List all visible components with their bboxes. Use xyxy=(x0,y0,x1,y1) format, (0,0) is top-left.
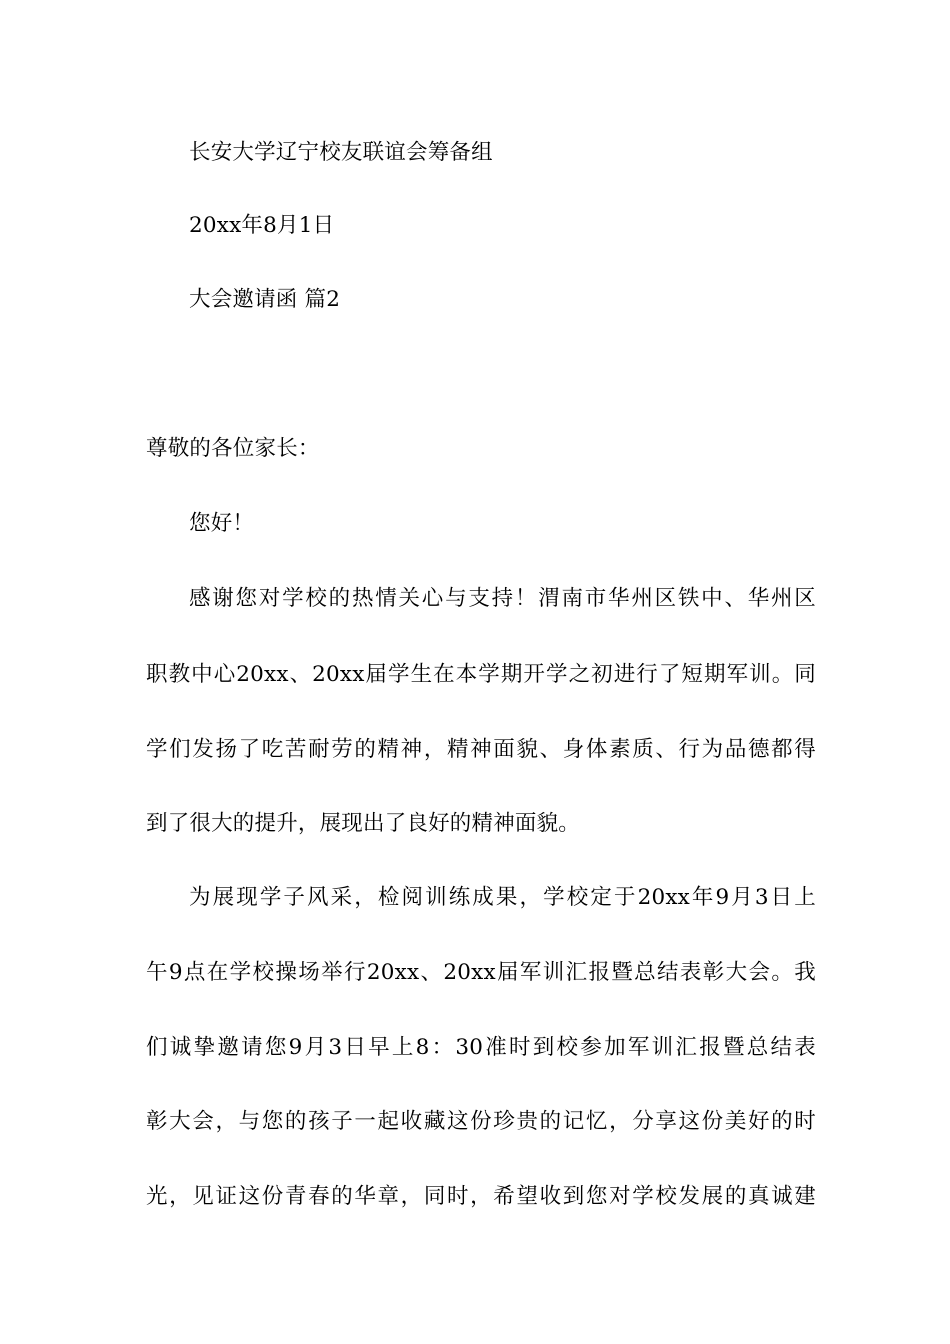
paragraph2-line: 为展现学子风采，检阅训练成果，学校定于20xx年9月3日上 xyxy=(189,885,816,910)
signature-date: 20xx年8月1日 xyxy=(189,213,335,238)
paragraph2-line: 们诚挚邀请您9月3日早上8：30准时到校参加军训汇报暨总结表 xyxy=(146,1035,816,1060)
paragraph1-line: 学们发扬了吃苦耐劳的精神，精神面貌、身体素质、行为品德都得 xyxy=(146,737,816,762)
salutation: 尊敬的各位家长： xyxy=(146,436,320,461)
paragraph1-line: 到了很大的提升，展现出了良好的精神面貌。 xyxy=(146,811,581,836)
greeting: 您好！ xyxy=(189,511,255,536)
paragraph2-line: 光，见证这份青春的华章，同时，希望收到您对学校发展的真诚建 xyxy=(146,1184,816,1209)
paragraph1-line: 职教中心20xx、20xx届学生在本学期开学之初进行了短期军训。同 xyxy=(146,662,816,687)
paragraph1-line: 感谢您对学校的热情关心与支持！渭南市华州区铁中、华州区 xyxy=(189,586,816,611)
signature-organization: 长安大学辽宁校友联谊会筹备组 xyxy=(189,140,493,165)
section-heading: 大会邀请函 篇2 xyxy=(189,287,341,312)
paragraph2-line: 午9点在学校操场举行20xx、20xx届军训汇报暨总结表彰大会。我 xyxy=(146,960,816,985)
paragraph2-line: 彰大会，与您的孩子一起收藏这份珍贵的记忆，分享这份美好的时 xyxy=(146,1109,816,1134)
